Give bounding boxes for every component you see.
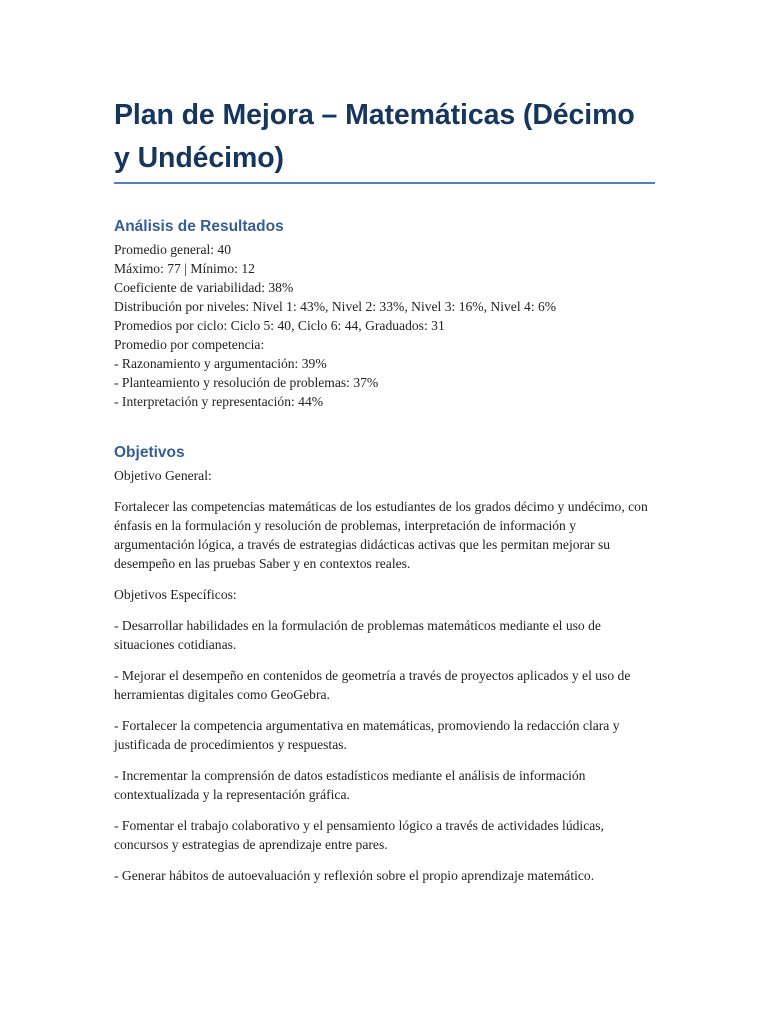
result-line-maximo-minimo: Máximo: 77 | Mínimo: 12 — [114, 261, 255, 276]
objetivo-especifico-item: - Fomentar el trabajo colaborativo y el pensamiento lógico a través de actividades lúdicas, concursos y estrategias de aprendizaje entre pares. — [114, 818, 604, 852]
result-line-interpretacion: - Interpretación y representación: 44% — [114, 394, 324, 409]
objetivo-especifico-item: - Desarrollar habilidades en la formulación de problemas matemáticos mediante el uso de situaciones cotidianas. — [114, 618, 601, 652]
document-title: Plan de Mejora – Matemáticas (Décimo y Undécimo) — [114, 99, 635, 174]
section-heading-analisis: Análisis de Resultados — [114, 218, 284, 235]
document-page — [114, 94, 655, 885]
section-heading-objetivos: Objetivos — [114, 444, 185, 461]
objetivo-especifico-item: - Fortalecer la competencia argumentativa en matemáticas, promoviendo la redacción clara y justificada de procedimientos y respuestas. — [114, 718, 620, 752]
result-line-planteamiento: - Planteamiento y resolución de problemas: 37% — [114, 375, 379, 390]
result-line-coeficiente: Coeficiente de variabilidad: 38% — [114, 280, 294, 295]
result-line-razonamiento: - Razonamiento y argumentación: 39% — [114, 356, 327, 371]
objetivo-especifico-item: - Generar hábitos de autoevaluación y reflexión sobre el propio aprendizaje matemático. — [114, 868, 595, 883]
title-underline-rule — [114, 182, 655, 184]
result-line-promedios-ciclo: Promedios por ciclo: Ciclo 5: 40, Ciclo 6: 44, Graduados: 31 — [114, 318, 445, 333]
objetivo-especifico-item: - Incrementar la comprensión de datos estadísticos mediante el análisis de información contextualizada y la representación gráfica. — [114, 768, 586, 802]
objetivo-especifico-item: - Mejorar el desempeño en contenidos de geometría a través de proyectos aplicados y el uso de herramientas digitales como GeoGebra. — [114, 668, 631, 702]
objetivo-general-text: Fortalecer las competencias matemáticas de los estudiantes de los grados décimo y undécimo, con énfasis en la formulación y resolución de problemas, interpretación de información y argumentación lógica, a través de estrategias didácticas activas que les permitan mejorar su desempeño en las pruebas Saber y en contextos reales. — [114, 499, 648, 571]
result-line-competencia-label: Promedio por competencia: — [114, 337, 265, 352]
result-line-distribucion: Distribución por niveles: Nivel 1: 43%, Nivel 2: 33%, Nivel 3: 16%, Nivel 4: 6% — [114, 299, 557, 314]
objetivo-general-label: Objetivo General: — [114, 468, 212, 483]
result-line-promedio-general: Promedio general: 40 — [114, 242, 232, 257]
results-block — [114, 240, 655, 411]
objetivos-especificos-label: Objetivos Específicos: — [114, 587, 237, 602]
